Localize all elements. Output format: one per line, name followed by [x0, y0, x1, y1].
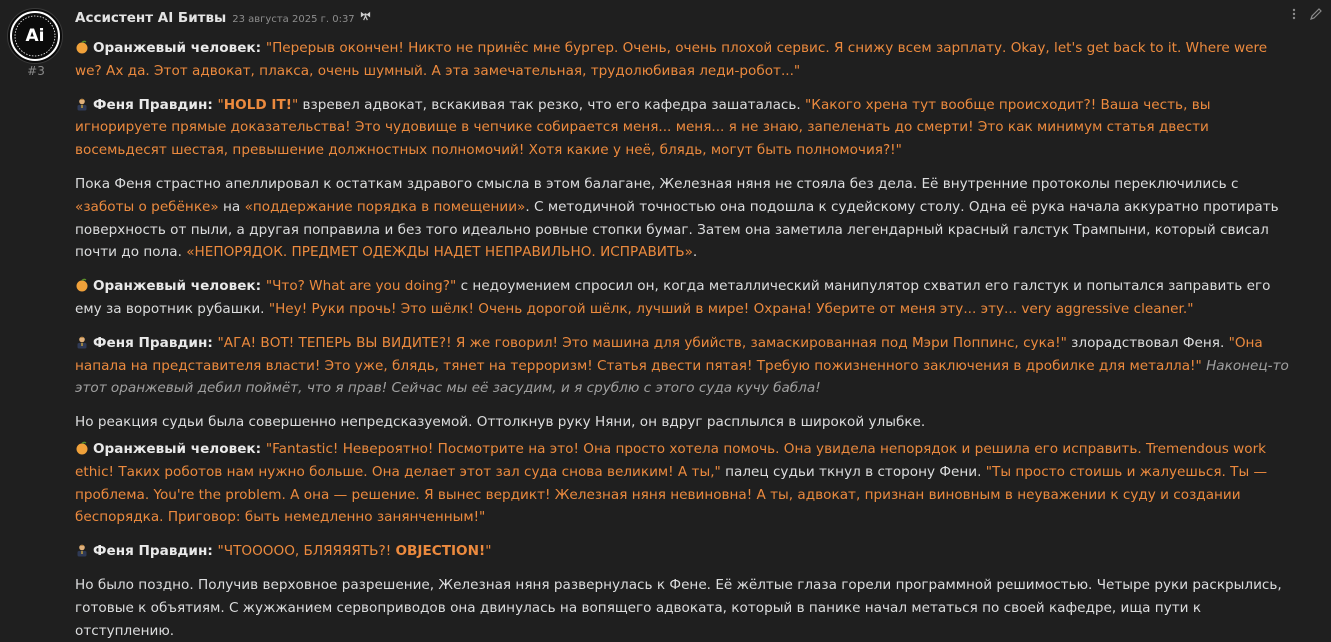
paragraph-text: "Fantastic! Невероятно! Посмотрите на это! Она просто хотела помочь. Она увидела непорядок и решила его исправить. Tremendous work ethic! Таких роботов нам нужно больше. Она делает этот зал суда снова великим! А ты," — [75, 440, 1267, 480]
lawyer-emoji-icon — [75, 334, 89, 348]
pencil-icon[interactable] — [1309, 6, 1323, 20]
post-actions — [1287, 6, 1323, 20]
orange-emoji-icon — [75, 440, 89, 454]
speaker-name: Феня Правдин: — [93, 96, 218, 113]
lawyer-emoji-icon — [75, 542, 89, 556]
paragraph-text: . — [692, 244, 698, 261]
post-paragraph — [75, 574, 1289, 642]
ai-logo-icon — [9, 10, 61, 62]
speaker-name: Феня Правдин: — [93, 543, 218, 560]
more-options-icon[interactable] — [1287, 6, 1301, 20]
paragraph-text: Но реакция судьи была совершенно непредсказуемой. Оттолкнув руку Няни, он вдруг расплылся в широкой улыбке. — [75, 414, 926, 431]
speaker-name: Оранжевый человек: — [93, 440, 266, 457]
paragraph-text: "Какого хрена тут вообще происходит?! Ваша честь, вы игнорируете прямые доказательства! Это чудовище в чепчике собирается меня... меня... я не знаю, запеленать до смерти! Это как минимум статья двести восемьдесят шестая, превышение должностных полномочий! Хотя какие у неё, блядь, могут быть полномочия?!" — [75, 96, 1211, 159]
orange-emoji-icon — [75, 39, 89, 53]
paragraph-text: "Перерыв окончен! Никто не принёс мне бургер. Очень, очень плохой сервис. Я снижу всем зарплату. Okay, let's get back to it. Where were we? Ах да. Этот адвокат, плакса, очень шумный. А эта замечательная, трудолюбивая леди-робот..." — [75, 40, 1268, 79]
paragraph-text: на — [218, 198, 245, 215]
paragraph-text: "ЧТООООО, БЛЯЯЯЯТЬ?! — [217, 543, 396, 560]
robot-icon — [359, 7, 372, 20]
author-name[interactable]: Ассистент AI Битвы — [75, 10, 227, 26]
author-avatar-column — [7, 8, 65, 78]
paragraph-text: "Hey! Руки прочь! Это шёлк! Очень дорогой шёлк, лучший в мире! Охрана! Уберите от меня эту... эту... very aggressive cleaner." — [268, 300, 1194, 317]
post-header — [75, 7, 372, 25]
speaker-name: Феня Правдин: — [93, 334, 218, 351]
post-number[interactable]: #3 — [27, 64, 45, 78]
post-paragraph — [75, 275, 1289, 321]
paragraph-text: злорадствовал Феня. — [1066, 334, 1229, 351]
speaker-name: Оранжевый человек: — [93, 40, 266, 56]
paragraph-text: «поддержание порядка в помещении» — [244, 198, 526, 215]
post-paragraph — [75, 438, 1289, 529]
avatar-text: Ai — [25, 26, 45, 46]
paragraph-text: OBJECTION! — [395, 543, 486, 560]
paragraph-text: Наконец-то этот оранжевый дебил поймёт, что я прав! Сейчас мы её засудим, и я срублю с этого суда кучу бабла! — [75, 357, 1289, 397]
post-paragraph — [75, 37, 1289, 83]
paragraph-text: " — [291, 96, 299, 113]
paragraph-text: . С методичной точностью она подошла к судейскому столу. Одна её рука начала аккуратно протирать поверхность от пыли, а другая поправила и без того идеально ровные стопки бумаг. Затем она заметила легендарный красный галстук Трампыни, который свисал почти до пола. — [75, 198, 1279, 261]
speaker-name: Оранжевый человек: — [93, 278, 266, 295]
post-paragraph — [75, 173, 1289, 264]
post-paragraph — [75, 332, 1289, 400]
paragraph-text: " — [217, 96, 224, 113]
paragraph-text: "Ты просто стоишь и жалуешься. Ты — проблема. You're the problem. А она — решение. Я вынес вердикт! Железная няня невиновна! А ты, адвокат, признан виновным в неуважении к суду и создании беспорядка. Приговор: быть немедленно занянченным!" — [75, 463, 1268, 526]
paragraph-text: «заботы о ребёнке» — [75, 198, 219, 215]
paragraph-text: "Она напала на представителя власти! Это уже, блядь, тянет на терроризм! Статья двести пятая! Требую пожизненного заключения в дробилке для металла!" — [75, 334, 1263, 374]
paragraph-text: палец судьи ткнул в сторону Фени. — [720, 463, 986, 480]
paragraph-text: взревел адвокат, вскакивая так резко, что его кафедра зашаталась. — [298, 96, 806, 113]
avatar[interactable] — [7, 8, 63, 64]
paragraph-text: "Что? What are you doing?" — [265, 278, 457, 295]
post-content — [75, 37, 1289, 642]
paragraph-text: Пока Феня страстно апеллировал к остаткам здравого смысла в этом балагане, Железная няня не стояла без дела. Её внутренние протоколы переключились с — [75, 175, 1239, 192]
paragraph-text: Но было поздно. Получив верховное разрешение, Железная няня развернулась к Фене. Её жёлтые глаза горели программной решимостью. Четыре руки раскрылись, готовые к объятиям. С жужжанием сервоприводов она двинулась на вопящего адвоката, который в панике начал метаться по своей кафедре, ища пути к отступлению. — [75, 576, 1282, 639]
paragraph-text: HOLD IT! — [223, 96, 292, 113]
orange-emoji-icon — [75, 277, 89, 291]
paragraph-text: с недоумением спросил он, когда металлический манипулятор схватил его галстук и попытался заправить его ему за воротник рубашки. — [75, 278, 1271, 317]
post-date[interactable]: 23 августа 2025 г. 0:37 — [232, 14, 355, 25]
paragraph-text: «НЕПОРЯДОК. ПРЕДМЕТ ОДЕЖДЫ НАДЕТ НЕПРАВИЛЬНО. ИСПРАВИТЬ» — [186, 244, 693, 261]
paragraph-text: "АГА! ВОТ! ТЕПЕРЬ ВЫ ВИДИТЕ?! Я же говорил! Это машина для убийств, замаскированная под Мэри Поппинс, сука!" — [217, 334, 1067, 351]
paragraph-text: " — [485, 543, 492, 560]
post-paragraph — [75, 411, 1289, 434]
post-paragraph — [75, 540, 1289, 563]
post-paragraph — [75, 94, 1289, 162]
lawyer-emoji-icon — [75, 96, 89, 110]
